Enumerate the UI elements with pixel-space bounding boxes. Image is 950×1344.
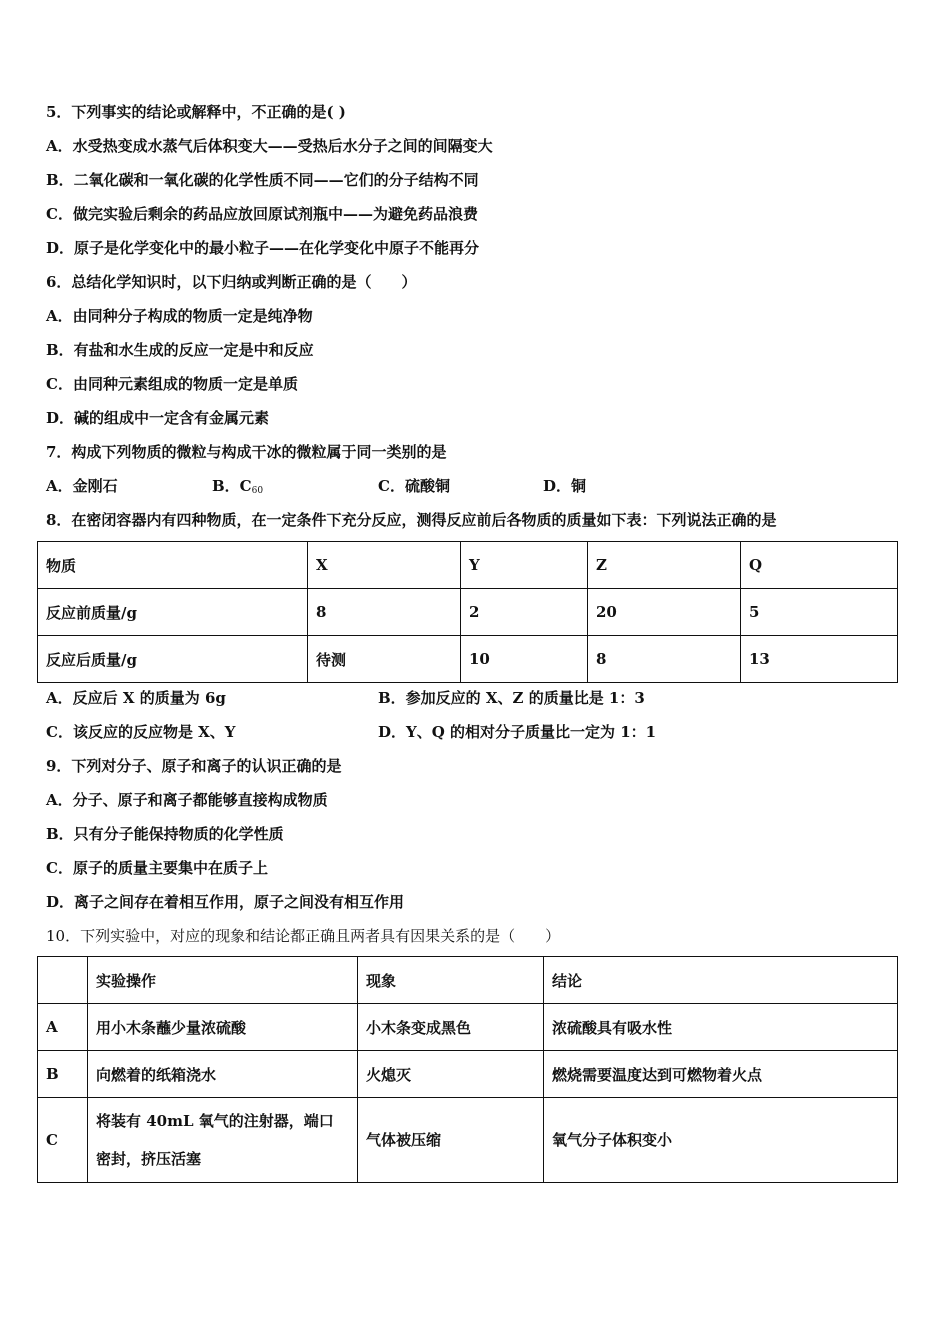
table-cell: A [38,1004,88,1051]
q7-stem: 7．构成下列物质的微粒与构成干冰的微粒属于同一类别的是 [46,443,447,461]
q5-option-b: B．二氧化碳和一氧化碳的化学性质不同——它们的分子结构不同 [46,171,479,189]
q5-option-a: A．水受热变成水蒸气后体积变大——受热后水分子之间的间隔变大 [46,137,493,155]
table-row [38,1004,898,1051]
q7-option-b-text: B．C [212,477,252,495]
q7-option-d: D．铜 [543,477,587,495]
table-cell: 火熄灭 [358,1051,544,1098]
header-cell: 现象 [358,957,544,1004]
q6-option-d: D．碱的组成中一定含有金属元素 [46,409,270,427]
table-cell: 小木条变成黑色 [358,1004,544,1051]
table-row [38,636,898,683]
header-cell: Z [588,542,741,589]
table-cell: 待测 [308,636,461,683]
q5-option-c: C．做完实验后剩余的药品应放回原试剂瓶中——为避免药品浪费 [46,205,478,223]
q9-option-c: C．原子的质量主要集中在质子上 [46,859,268,877]
q5-option-d: D．原子是化学变化中的最小粒子——在化学变化中原子不能再分 [46,239,480,257]
table-cell: 8 [588,636,741,683]
q6-option-b: B．有盐和水生成的反应一定是中和反应 [46,341,314,359]
header-cell: X [308,542,461,589]
q6-option-a: A．由同种分子构成的物质一定是纯净物 [46,307,313,325]
q6-option-c: C．由同种元素组成的物质一定是单质 [46,375,298,393]
q8-option-d: D．Y、Q 的相对分子质量比一定为 1：1 [378,723,657,741]
q5-stem: 5．下列事实的结论或解释中，不正确的是( ) [46,103,346,121]
table-cell: 13 [741,636,898,683]
table-cell-operation [88,1098,358,1183]
q8-option-a: A．反应后 X 的质量为 6g [46,689,226,707]
q7-option-b-subscript: 60 [251,486,264,496]
operation-line-1: 将装有 40mL 氧气的注射器，端口 [96,1112,334,1130]
table-row [38,1051,898,1098]
q9-option-b: B．只有分子能保持物质的化学性质 [46,825,284,843]
table-cell: 反应后质量/g [38,636,308,683]
table-header-row [38,542,898,589]
table-cell: B [38,1051,88,1098]
header-cell: 物质 [38,542,308,589]
header-cell [38,957,88,1004]
header-cell: Q [741,542,898,589]
table-cell: C [38,1098,88,1183]
table-cell: 5 [741,589,898,636]
q7-option-c: C．硫酸铜 [378,477,450,495]
header-cell: 结论 [544,957,898,1004]
header-cell: 实验操作 [88,957,358,1004]
q10-experiment-table [37,956,898,1183]
table-row [38,589,898,636]
table-cell: 燃烧需要温度达到可燃物着火点 [544,1051,898,1098]
table-cell: 2 [461,589,588,636]
q10-stem: 10．下列实验中，对应的现象和结论都正确且两者具有因果关系的是（ ） [46,927,561,945]
table-cell: 用小木条蘸少量浓硫酸 [88,1004,358,1051]
table-cell: 8 [308,589,461,636]
q7-option-b [212,476,263,501]
table-cell: 反应前质量/g [38,589,308,636]
q6-stem: 6．总结化学知识时，以下归纳或判断正确的是（ ） [46,273,417,291]
table-cell: 10 [461,636,588,683]
table-header-row [38,957,898,1004]
table-cell: 浓硫酸具有吸水性 [544,1004,898,1051]
operation-line-2: 密封，挤压活塞 [96,1150,202,1168]
table-row [38,1098,898,1183]
q8-mass-table [37,541,898,683]
q7-option-a: A．金刚石 [46,477,118,495]
q8-option-b: B．参加反应的 X、Z 的质量比是 1：3 [378,689,645,707]
q9-stem: 9．下列对分子、原子和离子的认识正确的是 [46,757,342,775]
header-cell: Y [461,542,588,589]
q9-option-d: D．离子之间存在着相互作用，原子之间没有相互作用 [46,893,405,911]
table-cell: 氧气分子体积变小 [544,1098,898,1183]
q9-option-a: A．分子、原子和离子都能够直接构成物质 [46,791,328,809]
q8-stem: 8．在密闭容器内有四种物质，在一定条件下充分反应，测得反应前后各物质的质量如下表：下列说法正确的是 [46,511,777,529]
q8-option-c: C．该反应的反应物是 X、Y [46,723,236,741]
table-cell: 向燃着的纸箱浇水 [88,1051,358,1098]
table-cell: 20 [588,589,741,636]
table-cell: 气体被压缩 [358,1098,544,1183]
